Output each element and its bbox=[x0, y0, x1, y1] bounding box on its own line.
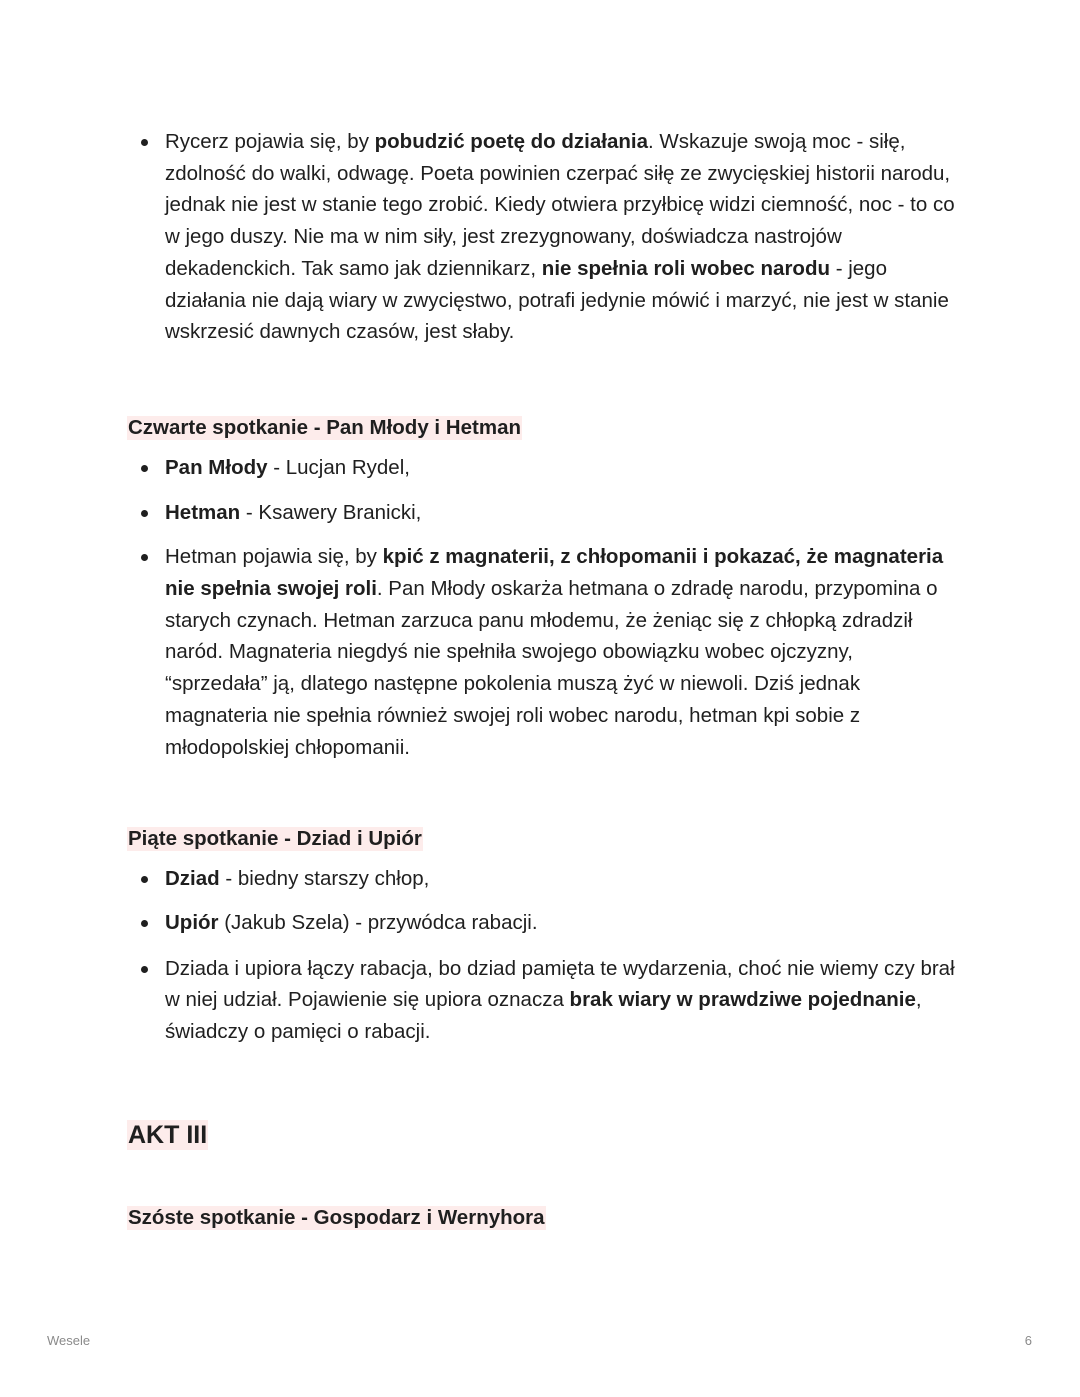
list-item: Upiór (Jakub Szela) - przywódca rabacji. bbox=[127, 907, 957, 939]
section4-list bbox=[127, 452, 957, 763]
list-item: Rycerz pojawia się, by pobudzić poetę do działania. Wskazuje swoją moc - siłę, zdolność do walki, odwagę. Poeta powinien czerpać siłę ze zwycięskiej historii narodu, jednak nie jest w stanie tego zrobić. Kiedy otwiera przyłbicę widzi ciemność, noc - to co w jego duszy. Nie ma w nim siły, jest zrezygnowany, doświadcza nastrojów dekadenckich. Tak samo jak dziennikarz, nie spełnia roli wobec narodu - jego działania nie dają wiary w zwycięstwo, potrafi jedynie mówić i marzyć, nie jest w stanie wskrzesić dawnych czasów, jest słaby. bbox=[127, 126, 957, 348]
list-item: Dziada i upiora łączy rabacja, bo dziad pamięta te wydarzenia, choć nie wiemy czy brał w niej udział. Pojawienie się upiora oznacza brak wiary w prawdziwe pojednanie, świadczy o pamięci o rabacji. bbox=[127, 953, 957, 1048]
list-item: Dziad - biedny starszy chłop, bbox=[127, 863, 957, 895]
list-item: Hetman - Ksawery Branicki, bbox=[127, 497, 957, 529]
section-heading: Czwarte spotkanie - Pan Młody i Hetman bbox=[128, 415, 521, 439]
section5-list bbox=[127, 863, 957, 1048]
section-heading: Szóste spotkanie - Gospodarz i Wernyhora bbox=[128, 1205, 545, 1229]
section-heading: Piąte spotkanie - Dziad i Upiór bbox=[128, 827, 422, 851]
rycerz-list bbox=[127, 126, 957, 348]
act-title: AKT III bbox=[128, 1120, 208, 1149]
footer-document-title: Wesele bbox=[47, 1333, 91, 1348]
list-item: Hetman pojawia się, by kpić z magnaterii, z chłopomanii i pokazać, że magnateria nie spełnia swojej roli. Pan Młody oskarża hetmana o zdradę narodu, przypomina o starych czynach. Hetman zarzuca panu młodemu, że żeniąc się z chłopką zdradził naród. Magnateria niegdyś nie spełniła swojego obowiązku wobec ojczyzny, “sprzedała” ją, dlatego następne pokolenia muszą żyć w niewoli. Dziś jednak magnateria nie spełnia również swojej roli wobec narodu, hetman kpi sobie z młodopolskiej chłopomanii. bbox=[127, 541, 957, 763]
footer-page-number: 6 bbox=[1024, 1333, 1032, 1348]
list-item: Pan Młody - Lucjan Rydel, bbox=[127, 452, 957, 484]
page-content bbox=[127, 126, 957, 1230]
